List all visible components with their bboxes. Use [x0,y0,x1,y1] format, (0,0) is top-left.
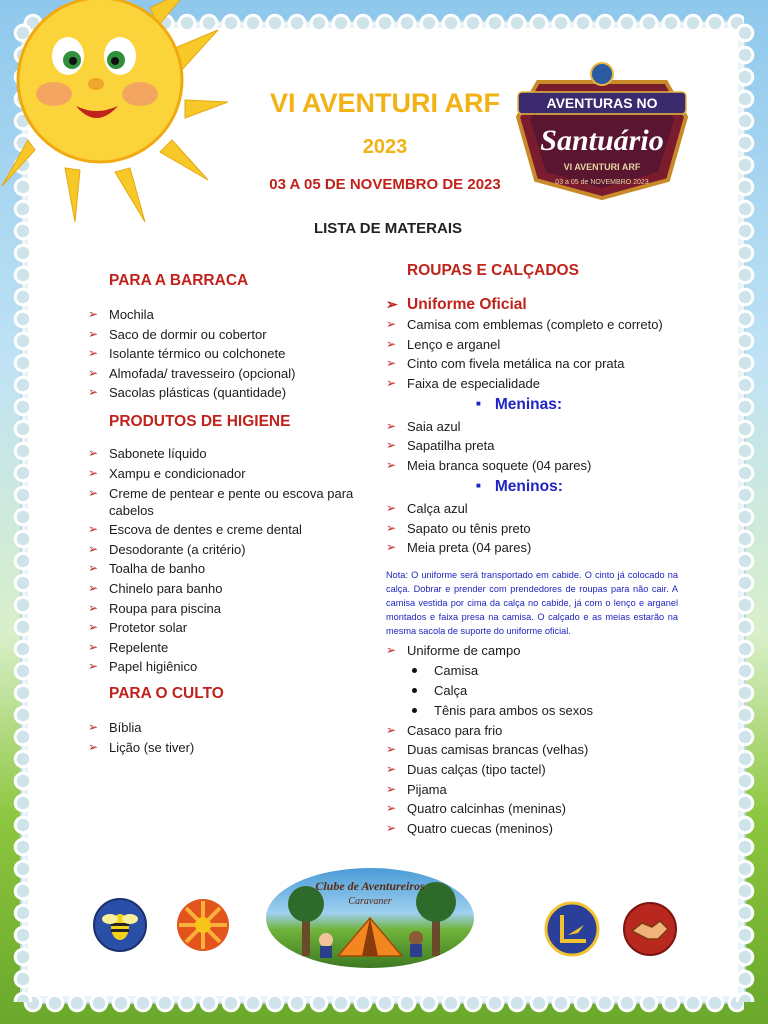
arrow-bullet-icon: ➢ [386,418,397,433]
campsite-scene-icon [266,868,474,968]
heading-culto: PARA O CULTO [109,685,224,703]
badge-line4: 03 a 05 de NOVEMBRO 2023 [555,179,649,186]
list-item: ➢ Repelente [88,639,169,655]
list-item: ➢ Duas camisas brancas (velhas) [386,742,589,758]
arrow-bullet-icon: ➢ [386,356,397,371]
list-title: LISTA DE MATERAIS [313,220,463,237]
arrow-bullet-icon: ➢ [386,336,397,351]
arrow-bullet-icon: ➢ [386,801,397,816]
list-item: ➢ Escova de dentes e creme dental [88,522,302,538]
list-item: ➢ Desodorante (a critério) [88,541,246,557]
right-column [386,262,678,839]
list-item: ➢ Casaco para frio [386,722,503,738]
arrow-bullet-icon: ➢ [386,520,397,535]
list-item: ➢ Pijama [386,781,447,797]
list-campo-items [386,662,678,719]
list-item: ➢ Sapato ou tênis preto [386,520,531,536]
heading-barraca: PARA A BARRACA [109,272,249,289]
list-item: ➢ Lição (se tiver) [88,739,195,755]
list-item: ➢ Isolante térmico ou colchonete [88,346,286,362]
arrow-bullet-icon: ➢ [386,643,397,658]
arrow-bullet-icon: ➢ [88,659,99,674]
list-item: ➢ Almofada/ travesseiro (opcional) [88,365,296,381]
uniform-note: Nota: O uniforme será transportado em cabide. O cinto já colocado na calça. Dobrar e prender com prendedores de roupas para não cair. A camisa vestida por cima da calça no cabide, já com o lenço e arganel montados e faixa presa na camisa. O calçado e as meias estarão na mesma sacola de suporte do uniforme oficial. [386,570,678,637]
arrow-bullet-icon: ➢ [88,720,99,735]
arrow-bullet-icon: ➢ [386,457,397,472]
badge-line3: VI AVENTURI ARF [563,162,641,172]
list-meninos [386,500,678,556]
list-item: ➢ Lenço e arganel [386,336,501,352]
list-item: ➢ Cinto com fivela metálica na cor prata [386,356,625,372]
list-item: ➢ Faixa de especialidade [386,375,540,391]
list-item: ➢ Mochila [88,307,154,322]
list-item: ➢ Sapatilha preta [386,438,495,454]
meninas-label: ■ Meninas: [476,395,563,413]
list-item: ➢ Meia preta (04 pares) [386,540,532,556]
heading-higiene: PRODUTOS DE HIGIENE [109,413,291,431]
list-item: ➢ Duas calças (tipo tactel) [386,761,546,777]
arrow-bullet-icon: ➢ [386,438,397,453]
handshake-emblem-icon [622,901,678,957]
list-item: ➢ Sabonete líquido [88,446,207,462]
arrow-bullet-icon: ➢ [386,375,397,390]
list-item: ➢ Chinelo para banho [88,580,223,596]
arrow-bullet-icon: ➢ [88,620,99,635]
list-meninas [386,418,678,474]
list-item: ➢ Xampu e condicionador [88,465,246,481]
arrow-bullet-icon: ➢ [386,722,397,737]
list-item: ➢ Meia branca soquete (04 pares) [386,457,592,473]
list-higiene [88,445,356,675]
cartoon-sun-icon [0,0,230,230]
list-item: ➢ Bíblia [88,720,142,736]
list-item: ➢ Calça azul [386,500,468,516]
arrow-bullet-icon: ➢ [88,446,99,461]
arrow-bullet-icon: ➢ [88,346,99,361]
square-bullet-icon: ■ [476,398,481,408]
arrow-bullet-icon: ➢ [88,541,99,556]
badge-line1: AVENTURAS NO [546,95,658,111]
arrow-bullet-icon: ➢ [88,580,99,595]
list-barraca [88,306,356,401]
sun-rays-emblem-icon [175,897,231,953]
arrow-bullet-icon: ➢ [386,820,397,835]
badge-line2: Santuário [540,124,664,157]
arrow-bullet-icon: ➢ [386,742,397,757]
arrow-bullet-icon: ➢ [88,739,99,754]
list-item: ➢ Saia azul [386,418,461,434]
list-item: ➢ Quatro cuecas (meninos) [386,820,553,836]
event-title: VI AVENTURI ARF [269,88,500,118]
arrow-bullet-icon: ➢ [88,365,99,380]
arrow-bullet-icon: ➢ [88,639,99,654]
list-item: Camisa [410,662,678,679]
arrow-bullet-icon: ➢ [386,540,397,555]
campsite-logo-icon [266,868,474,968]
arrow-bullet-icon: ➢ [386,317,397,331]
meninos-label: ■ Meninos: [476,477,563,495]
arrow-bullet-icon: ➢ [386,500,397,515]
event-dates: 03 A 05 DE NOVEMBRO DE 2023 [269,176,501,193]
arrow-bullet-icon: ➢ [88,561,99,576]
arrow-bullet-icon: ➢ [386,761,397,776]
list-item: ➢ Saco de dormir ou cobertor [88,326,267,342]
list-campo [386,642,678,659]
list-uniforme [386,316,678,392]
list-item: ➢ Uniforme de campo [386,643,521,659]
arrow-bullet-icon: ➢ [88,522,99,537]
list-item: ➢ Papel higiênico [88,659,198,675]
list-item: ➢ Toalha de banho [88,561,206,577]
arrow-bullet-icon: ➢ [88,307,99,321]
arrow-bullet-icon: ➢ [88,326,99,341]
list-culto [88,719,356,756]
list-item: ➢ Roupa para piscina [88,600,222,616]
left-column [88,272,356,759]
list-item: ➢ Camisa com emblemas (completo e correto) [386,317,663,332]
square-bullet-icon: ■ [476,480,481,490]
arrow-bullet-icon: ➢ [386,781,397,796]
arrow-bullet-icon: ➢ [88,385,99,400]
uniforme-oficial-label: ➢ Uniforme Oficial [386,296,527,313]
list-item: ➢ Creme de pentear e pente ou escova para cabelos [88,485,354,518]
list-item: Tênis para ambos os sexos [410,702,678,719]
event-year: 2023 [362,136,408,158]
list-item: ➢ Quatro calcinhas (meninas) [386,801,566,817]
list-item: Calça [410,682,678,699]
club-logo-line1: Clube de Aventureiros [315,879,425,893]
list-other [386,722,678,837]
list-item: ➢ Sacolas plásticas (quantidade) [88,385,287,401]
arrow-bullet-icon: ➢ [88,600,99,615]
arrow-bullet-icon: ➢ [386,296,398,312]
arrow-bullet-icon: ➢ [88,485,99,500]
bird-emblem-icon [544,901,600,957]
list-item: ➢ Protetor solar [88,620,188,636]
arrow-bullet-icon: ➢ [88,465,99,480]
bee-emblem-icon [92,897,148,953]
club-logo-line2: Caravaner [348,896,392,907]
heading-roupas: ROUPAS E CALÇADOS [407,262,579,279]
